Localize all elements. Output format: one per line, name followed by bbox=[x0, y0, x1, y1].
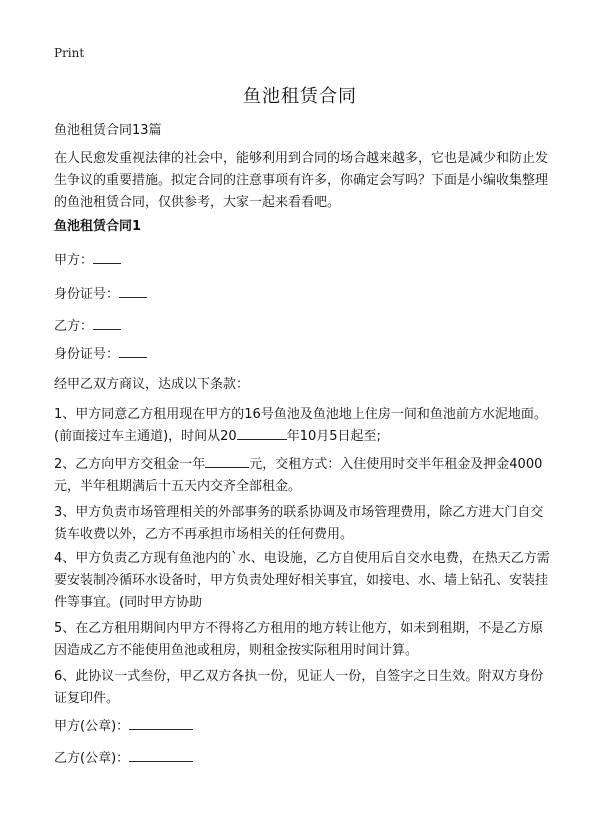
clause-6: 6、此协议一式叁份，甲乙双方各执一份，见证人一份，自签字之日生效。附双方身份证复印件。 bbox=[54, 669, 544, 706]
clause-2: 2、乙方向甲方交租金一年 元，交租方式：入住使用时交半年租金及押金4000元，半年租期满后十五天内交齐全部租金。 bbox=[54, 457, 543, 494]
clause-4: 4、甲方负责乙方现有鱼池内的`水、电设施，乙方自使用后自交水电费，在热天乙方需要安装制冷循环水设备时，甲方负责处理好相关事宜，如接电、水、墙上钻孔、安装挂件等事宜。(同时甲方协助 bbox=[54, 551, 550, 610]
print-link[interactable]: Print bbox=[54, 46, 85, 60]
clause-5: 5、在乙方租用期间内甲方不得将乙方租用的地方转让他方，如未到租期，不是乙方原因造成乙方不能使用鱼池或租房，则租金按实际租用时间计算。 bbox=[54, 621, 544, 658]
clause-3: 3、甲方负责市场管理相关的外部事务的联系协调及市场管理费用，除乙方进大门自交货车收费以外，乙方不再承担市场相关的任何费用。 bbox=[54, 505, 544, 542]
id-b-field: 身份证号： bbox=[54, 344, 550, 366]
signature-b: 乙方(公章)： bbox=[54, 748, 550, 770]
party-b-field: 乙方： bbox=[54, 316, 550, 338]
agreement-intro: 经甲乙双方商议，达成以下条款： bbox=[54, 377, 250, 392]
subtitle: 鱼池租赁合同13篇 bbox=[54, 123, 162, 138]
section-heading: 鱼池租赁合同1 bbox=[54, 219, 142, 234]
intro-paragraph: 在人民愈发重视法律的社会中，能够利用到合同的场合越来越多，它也是减少和防止发生争议的重要措施。拟定合同的注意事项有许多，你确定会写吗？下面是小编收集整理的鱼池租赁合同，仅供参考，大家一起来看看吧。 bbox=[54, 151, 549, 210]
id-a-field: 身份证号： bbox=[54, 284, 550, 306]
party-a-field: 甲方： bbox=[54, 250, 550, 272]
signature-a: 甲方(公章)： bbox=[54, 716, 550, 738]
page-title: 鱼池租赁合同 bbox=[243, 86, 357, 107]
clause-1: 1、甲方同意乙方租用现在甲方的16号鱼池及鱼池地上住房一间和鱼池前方水泥地面。(前面接过车主通道)，时间从20 年10月5日起至; bbox=[54, 407, 547, 444]
